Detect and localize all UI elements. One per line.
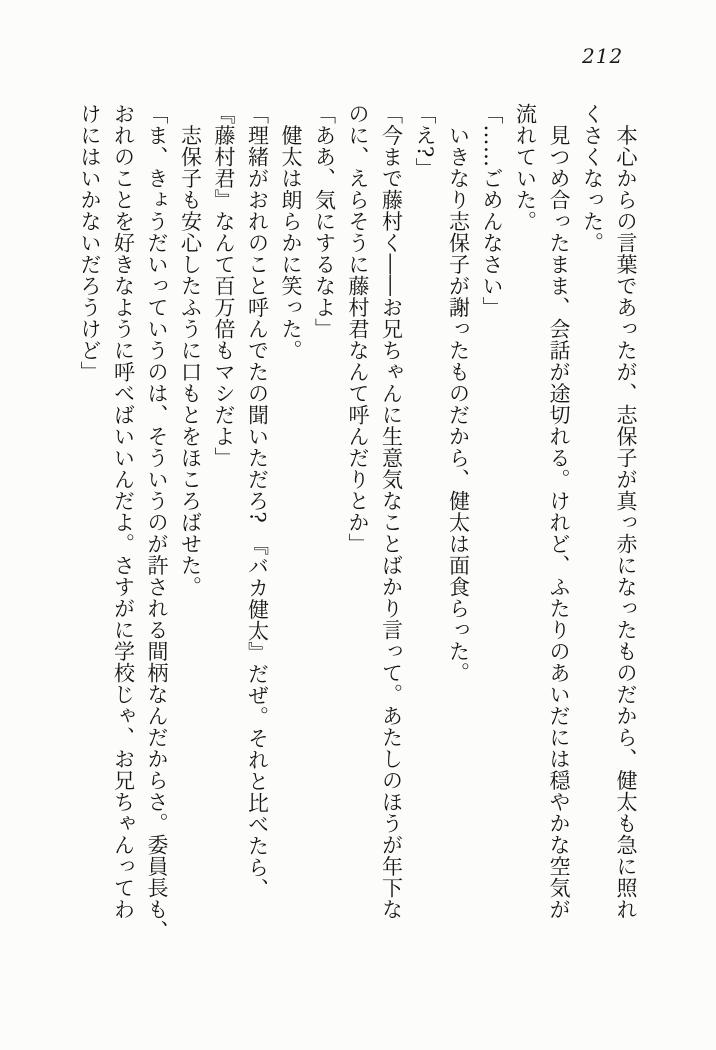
text-column: 「理緒がおれのこと呼んでたの聞いただろ? 『バカ健太』だぜ。それと比べたら、 <box>245 103 270 900</box>
text-column: 「ああ、気にするなよ」 <box>312 103 337 340</box>
text-column: 「今まで藤村く――お兄ちゃんに生意気なことばかり言って。あたしのほうが年下な <box>379 103 404 920</box>
text-column: おれのことを好きなように呼べばいいんだよ。さすがに学校じゃ、お兄ちゃんってわ <box>111 103 136 920</box>
text-column: 流れていた。 <box>513 103 538 232</box>
text-column: いきなり志保子が謝ったものだから、健太は面食らった。 <box>446 103 471 684</box>
text-column: 『藤村君』なんて百万倍もマシだよ」 <box>212 103 236 469</box>
text-column: 「え?」 <box>413 103 437 180</box>
text-column: 「……ごめんなさい」 <box>480 103 504 318</box>
text-column: けにはいかないだろうけど」 <box>78 103 102 383</box>
text-column: 見つめ合ったまま、会話が途切れる。けれど、ふたりのあいだには穏やかな空気が <box>547 103 571 920</box>
text-column: くさくなった。 <box>580 103 605 254</box>
text-column: 健太は朗らかに笑った。 <box>279 103 303 361</box>
page-number: 212 <box>582 44 624 68</box>
text-column: 「ま、きょうだいっていうのは、そういうのが許される間柄なんだからさ。委員長も、 <box>145 103 169 942</box>
body-text-block <box>73 103 643 973</box>
text-column: 本心からの言葉であったが、志保子が真っ赤になったものだから、健太も急に照れ <box>614 103 638 920</box>
text-column: 志保子も安心したふうに口もとをほころばせた。 <box>178 103 203 598</box>
text-column: のに、えらそうに藤村君なんて呼んだりとか」 <box>346 103 370 555</box>
